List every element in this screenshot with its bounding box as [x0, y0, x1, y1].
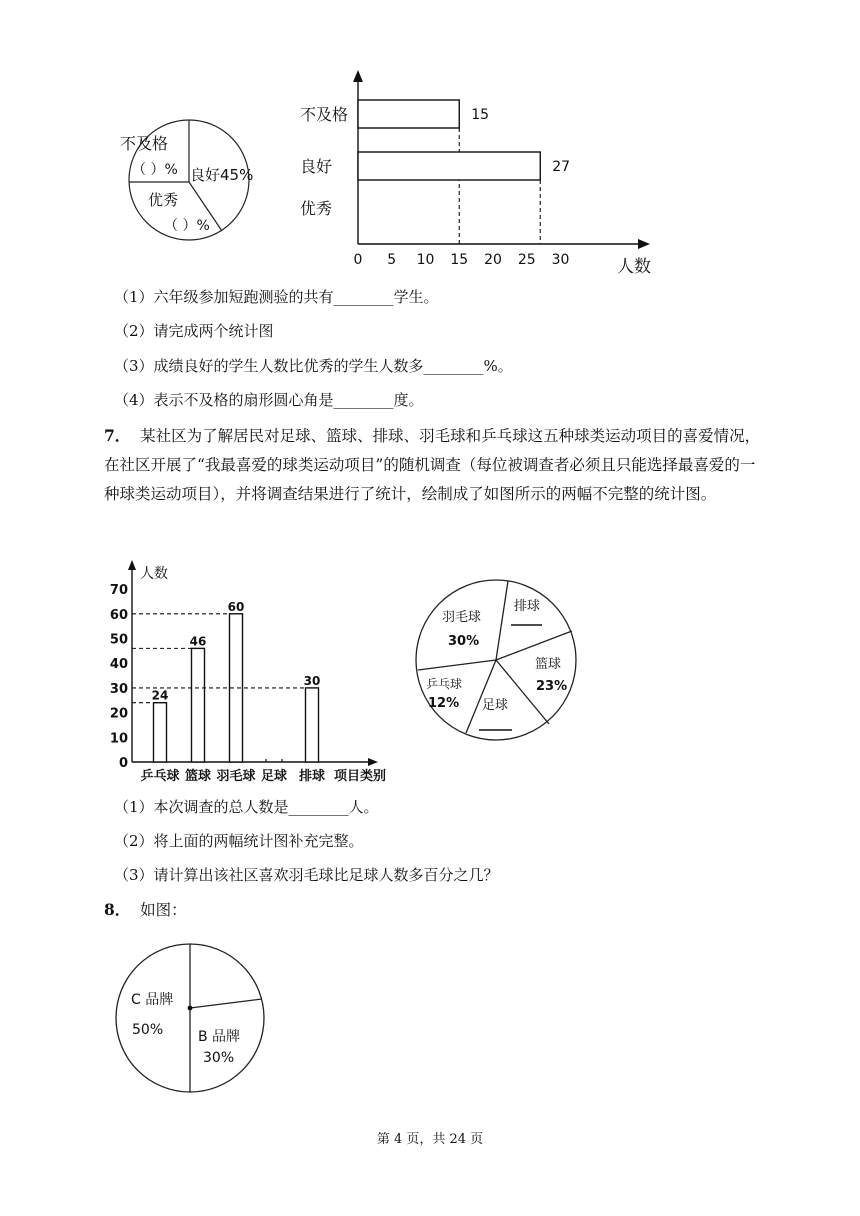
- q8-pie-label-b: B 品牌: [198, 1029, 241, 1045]
- q7-item-1: （1）本次调查的总人数是________人。: [114, 798, 379, 816]
- q6-pie-label-excellent: 优秀: [148, 191, 179, 209]
- q6-x-tick-label: 0: [353, 252, 363, 268]
- q7-bar: [192, 648, 205, 762]
- q7-pie-value-pingpong: 12%: [428, 696, 460, 711]
- q7-x-tick-label: 羽毛球: [216, 769, 256, 784]
- q6-item-1: （1）六年级参加短跑测验的共有________学生。: [114, 288, 439, 306]
- q7-bar: [306, 688, 319, 762]
- q7-bar: [154, 703, 167, 762]
- q7-pie-label-pingpong: 乒乓球: [426, 677, 463, 691]
- q6-bar-value-label: 15: [471, 107, 490, 123]
- q7-item-3: （3）请计算出该社区喜欢羽毛球比足球人数多百分之几？: [114, 866, 499, 884]
- q6-x-tick-label: 15: [450, 252, 469, 268]
- q7-x-tick-label: 排球: [298, 769, 326, 784]
- q7-text: 某社区为了解居民对足球、篮球、排球、羽毛球和乒乓球这五种球类运动项目的喜爱情况，在社区开展了“我最喜爱的球类运动项目”的随机调查（每位被调查者必须且只能选择最喜爱的一种球类运动项目），并将调查结果进行了统计，绘制成了如图所示的两幅不完整的统计图。: [104, 427, 761, 503]
- q6-item-4: （4）表示不及格的扇形圆心角是________度。: [114, 391, 424, 409]
- q6-x-tick-label: 5: [387, 252, 397, 268]
- q7-number: 7．: [104, 426, 131, 445]
- q7-y-tick-label: 50: [109, 632, 128, 648]
- q6-bar: [358, 152, 540, 180]
- q6-pie-value-excellent: （ ）%: [164, 218, 210, 234]
- q7-bar-value-label: 46: [189, 634, 207, 649]
- q6-pie-value-fail: （ ）%: [132, 162, 178, 178]
- q6-category-label: 不及格: [300, 105, 349, 124]
- q6-x-tick-label: 20: [484, 252, 502, 268]
- q6-x-tick-label: 25: [517, 252, 536, 268]
- q7-y-tick-label: 70: [109, 583, 128, 599]
- q7-pie-label-basketball: 篮球: [535, 657, 562, 672]
- q7-x-tick-label: 篮球: [184, 769, 212, 784]
- q7-bar-chart: [100, 558, 400, 786]
- q7-paragraph: [104, 421, 764, 509]
- q7-pie-chart: [408, 573, 588, 748]
- q7-bar-value-label: 30: [303, 673, 321, 688]
- q7-y-tick-label: 30: [109, 681, 128, 697]
- q6-category-label: 优秀: [300, 199, 333, 218]
- q8-pie-chart: [112, 938, 272, 1098]
- q7-y-axis-arrow: [128, 560, 136, 570]
- q7-x-axis-arrow: [368, 758, 378, 766]
- q7-x-tick-label: 乒乓球: [140, 769, 180, 784]
- q7-x-tick-label: 足球: [260, 769, 288, 784]
- q8-text: 如图：: [140, 901, 187, 919]
- q7-bar-value-label: 24: [151, 688, 169, 703]
- q7-y-tick-label: 10: [109, 731, 128, 747]
- q6-pie-chart: [118, 112, 268, 247]
- q7-pie-value-badminton: 30%: [448, 634, 480, 649]
- q6-pie-label-fail: 不及格: [120, 134, 169, 153]
- q8-pie-value-c: 50%: [132, 1022, 164, 1038]
- q8-heading: [104, 898, 187, 920]
- page-footer: 第 4 页，共 24 页: [376, 1132, 484, 1147]
- q6-x-axis-label: 人数: [617, 257, 651, 277]
- q7-y-axis-label: 人数: [140, 566, 168, 582]
- q7-pie-label-football: 足球: [482, 698, 509, 713]
- q8-pie-label-c: C 品牌: [131, 992, 174, 1008]
- q6-bar: [358, 100, 459, 128]
- q7-item-2: （2）将上面的两幅统计图补充完整。: [114, 832, 364, 850]
- q6-pie-label-good: 良好45%: [190, 166, 254, 184]
- q7-bar-value-label: 60: [227, 599, 245, 614]
- q6-x-axis-arrow: [638, 239, 650, 249]
- q7-pie-label-badminton: 羽毛球: [442, 610, 482, 625]
- q7-y-tick-label: 0: [118, 756, 128, 771]
- q6-x-tick-label: 30: [551, 252, 570, 268]
- q6-bar-chart: [295, 62, 675, 277]
- q7-pie-value-basketball: 23%: [536, 679, 568, 694]
- q7-y-tick-label: 20: [109, 706, 128, 722]
- q7-pie-label-volleyball: 排球: [514, 599, 541, 614]
- q6-item-3: （3）成绩良好的学生人数比优秀的学生人数多________%。: [114, 357, 513, 375]
- q6-item-2: （2）请完成两个统计图: [114, 322, 274, 340]
- q6-y-axis-arrow: [353, 70, 363, 82]
- q7-y-tick-label: 40: [109, 657, 128, 673]
- q6-bar-value-label: 27: [552, 159, 571, 175]
- q8-number: 8．: [104, 900, 131, 919]
- q7-y-tick-label: 60: [109, 607, 128, 623]
- q8-pie-value-b: 30%: [203, 1050, 235, 1066]
- q6-category-label: 良好: [300, 157, 333, 176]
- q6-x-tick-label: 10: [416, 252, 435, 268]
- q7-x-axis-label: 项目类别: [334, 769, 387, 784]
